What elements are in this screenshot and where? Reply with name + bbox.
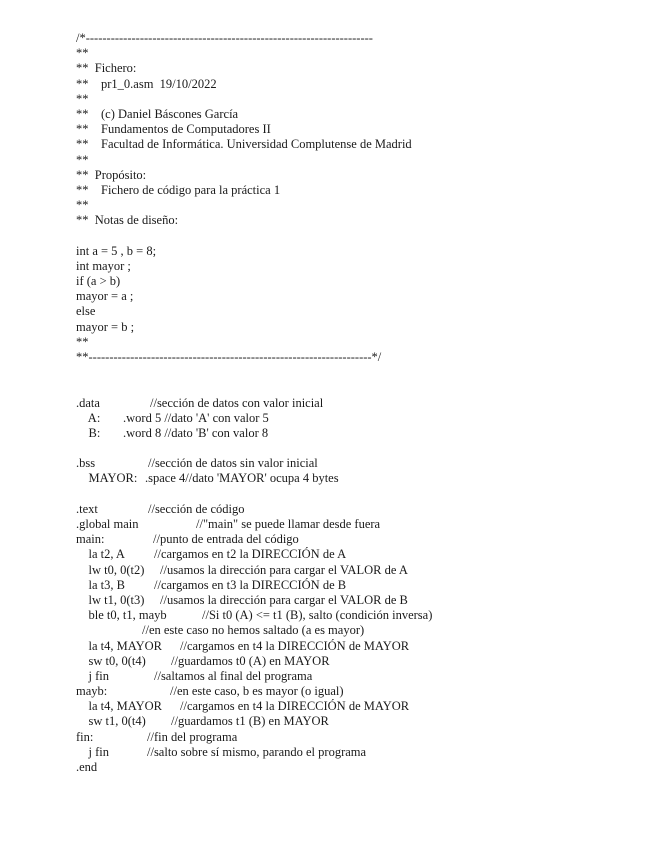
code-text: ** xyxy=(76,91,89,106)
code-text: ** (c) Daniel Báscones García xyxy=(76,106,239,121)
code-text: mayor = b ; xyxy=(76,319,135,334)
code-text: .text xyxy=(76,501,98,516)
code-comment: //usamos la dirección para cargar el VALOR de B xyxy=(160,592,408,607)
code-text: la t4, MAYOR xyxy=(76,638,163,653)
code-text: int mayor ; xyxy=(76,258,131,273)
code-text: la t2, A xyxy=(76,547,125,562)
code-text: .end xyxy=(76,760,98,774)
code-text: j fin xyxy=(76,744,109,759)
code-text: fin: xyxy=(76,729,94,744)
code-text: .data xyxy=(76,395,100,410)
code-text: .bss xyxy=(76,456,96,471)
code-text: ** pr1_0.asm 19/10/2022 xyxy=(76,76,217,91)
code-comment: //cargamos en t4 la DIRECCIÓN de MAYOR xyxy=(180,638,410,653)
code-comment: //en este caso, b es mayor (o igual) xyxy=(170,684,344,699)
code-comment: //"main" se puede llamar desde fuera xyxy=(196,517,381,531)
code-text: B: xyxy=(76,425,101,440)
code-text: ** Fundamentos de Computadores II xyxy=(76,122,271,137)
code-text: ** Fichero: xyxy=(76,61,137,76)
code-text: ** Propósito: xyxy=(76,167,147,182)
code-text: la t4, MAYOR xyxy=(76,699,163,714)
code-comment: //sección de datos con valor inicial xyxy=(150,395,324,410)
code-comment: //cargamos en t4 la DIRECCIÓN de MAYOR xyxy=(180,699,410,714)
code-comment: //guardamos t1 (B) en MAYOR xyxy=(171,714,329,729)
code-text: .global main xyxy=(76,517,139,531)
code-text: lw t1, 0(t3) xyxy=(76,592,145,607)
code-text: ** xyxy=(76,46,89,61)
code-comment: .space 4//dato 'MAYOR' ocupa 4 bytes xyxy=(145,471,339,486)
code-comment: //fin del programa xyxy=(147,729,238,744)
code-text: j fin xyxy=(76,668,109,683)
code-comment: //cargamos en t2 la DIRECCIÓN de A xyxy=(154,547,347,562)
code-text: A: xyxy=(76,410,101,425)
code-text: sw t1, 0(t4) xyxy=(76,714,146,729)
code-comment: .word 5 //dato 'A' con valor 5 xyxy=(123,410,269,425)
code-text: /*--------------------------------------------------------------------- xyxy=(76,31,373,45)
code-comment: .word 8 //dato 'B' con valor 8 xyxy=(123,425,269,440)
code-text: sw t0, 0(t4) xyxy=(76,653,146,668)
code-text: ** xyxy=(76,198,89,213)
code-comment: //en este caso no hemos saltado (a es mayor) xyxy=(142,623,365,638)
code-text: MAYOR: xyxy=(76,471,138,486)
code-text: else xyxy=(76,304,96,319)
code-text: if (a > b) xyxy=(76,274,121,288)
code-comment: //punto de entrada del código xyxy=(153,532,299,547)
code-text: mayor = a ; xyxy=(76,289,134,304)
code-comment: //saltamos al final del programa xyxy=(154,668,313,683)
code-comment: //salto sobre sí mismo, parando el programa xyxy=(147,744,367,759)
code-comment: //guardamos t0 (A) en MAYOR xyxy=(171,653,330,668)
code-text: ** xyxy=(76,152,89,167)
code-comment: //cargamos en t3 la DIRECCIÓN de B xyxy=(154,577,347,592)
code-text: mayb: xyxy=(76,684,108,699)
code-text: ** Notas de diseño: xyxy=(76,213,179,228)
code-text: ** Facultad de Informática. Universidad Complutense de Madrid xyxy=(76,137,412,152)
code-text: lw t0, 0(t2) xyxy=(76,562,145,577)
code-text: main: xyxy=(76,532,105,547)
code-comment: //sección de código xyxy=(148,501,245,516)
code-text: ble t0, t1, mayb xyxy=(76,608,167,623)
code-text: int a = 5 , b = 8; xyxy=(76,243,157,258)
code-comment: //usamos la dirección para cargar el VALOR de A xyxy=(160,562,408,577)
code-text: ** xyxy=(76,334,89,349)
code-text: ** Fichero de código para la práctica 1 xyxy=(76,182,281,197)
code-comment: //Si t0 (A) <= t1 (B), salto (condición inversa) xyxy=(202,608,433,623)
code-text: **--------------------------------------------------------------------*/ xyxy=(76,349,382,364)
code-text: la t3, B xyxy=(76,577,125,592)
code-comment: //sección de datos sin valor inicial xyxy=(148,456,318,471)
